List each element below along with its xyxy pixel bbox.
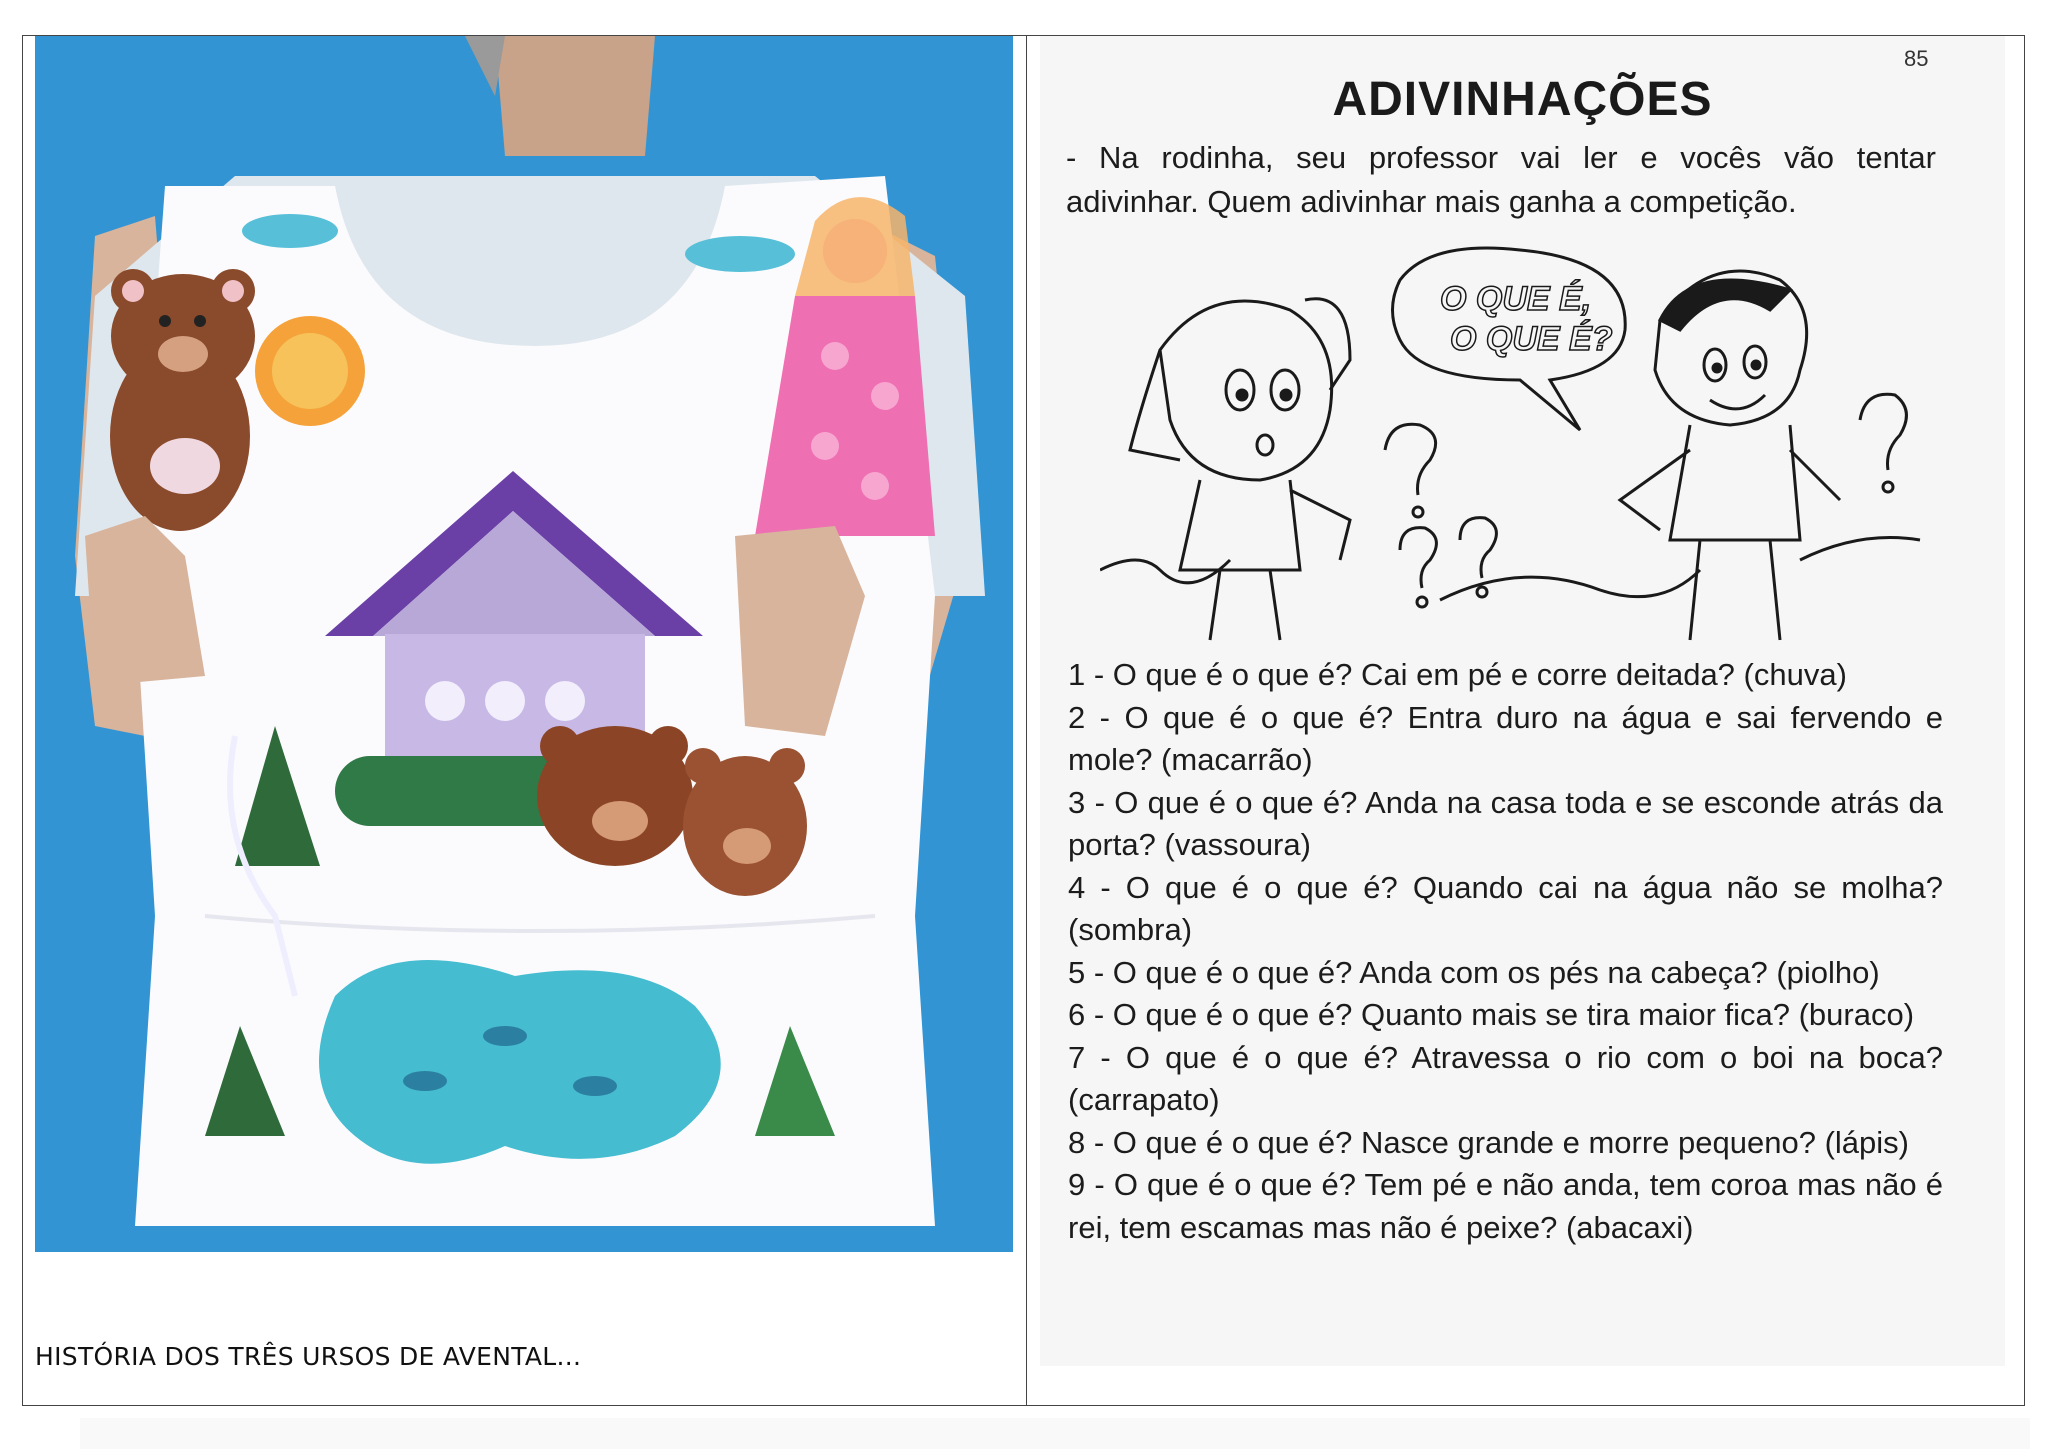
riddle-item-2: 2 - O que é o que é? Entra duro na água e sai fervendo e mole? (macarrão) <box>1068 699 1943 777</box>
photo-caption: HISTÓRIA DOS TRÊS URSOS DE AVENTAL... <box>35 1342 582 1371</box>
riddle-item-1: 1 - O que é o que é? Cai em pé e corre deitada? (chuva) <box>1068 657 1847 692</box>
riddle-item-5: 5 - O que é o que é? Anda com os pés na cabeça? (piolho) <box>1068 954 1880 990</box>
worksheet-title: ADIVINHAÇÕES <box>1332 73 1713 126</box>
speech-bubble-line-2: O QUE É? <box>1450 320 1613 358</box>
speech-bubble-line-1: O QUE É, <box>1440 280 1592 318</box>
column-divider <box>1026 35 1027 1406</box>
riddle-cartoon-illustration <box>1100 240 1930 660</box>
worksheet-intro: - Na rodinha, seu professor vai ler e vocês vão tentar adivinhar. Quem adivinhar mais ganha a competição. <box>1066 140 1936 219</box>
riddle-item-9: 9 - O que é o que é? Tem pé e não anda, tem coroa mas não é rei, tem escamas mas não é peixe? (abacaxi) <box>1068 1167 1943 1245</box>
page-number: 85 <box>1904 46 1929 71</box>
riddle-list <box>1068 654 1943 1249</box>
apron-photo <box>35 36 1013 1252</box>
riddle-item-8: 8 - O que é o que é? Nasce grande e morre pequeno? (lápis) <box>1068 1124 1909 1160</box>
page-bottom-shadow <box>80 1418 2030 1449</box>
riddle-item-4: 4 - O que é o que é? Quando cai na água não se molha? (sombra) <box>1068 869 1943 947</box>
riddle-item-7: 7 - O que é o que é? Atravessa o rio com o boi na boca? (carrapato) <box>1068 1039 1943 1117</box>
riddle-item-6: 6 - O que é o que é? Quanto mais se tira maior fica? (buraco) <box>1068 997 1915 1032</box>
riddle-item-3: 3 - O que é o que é? Anda na casa toda e se esconde atrás da porta? (vassoura) <box>1068 784 1943 862</box>
